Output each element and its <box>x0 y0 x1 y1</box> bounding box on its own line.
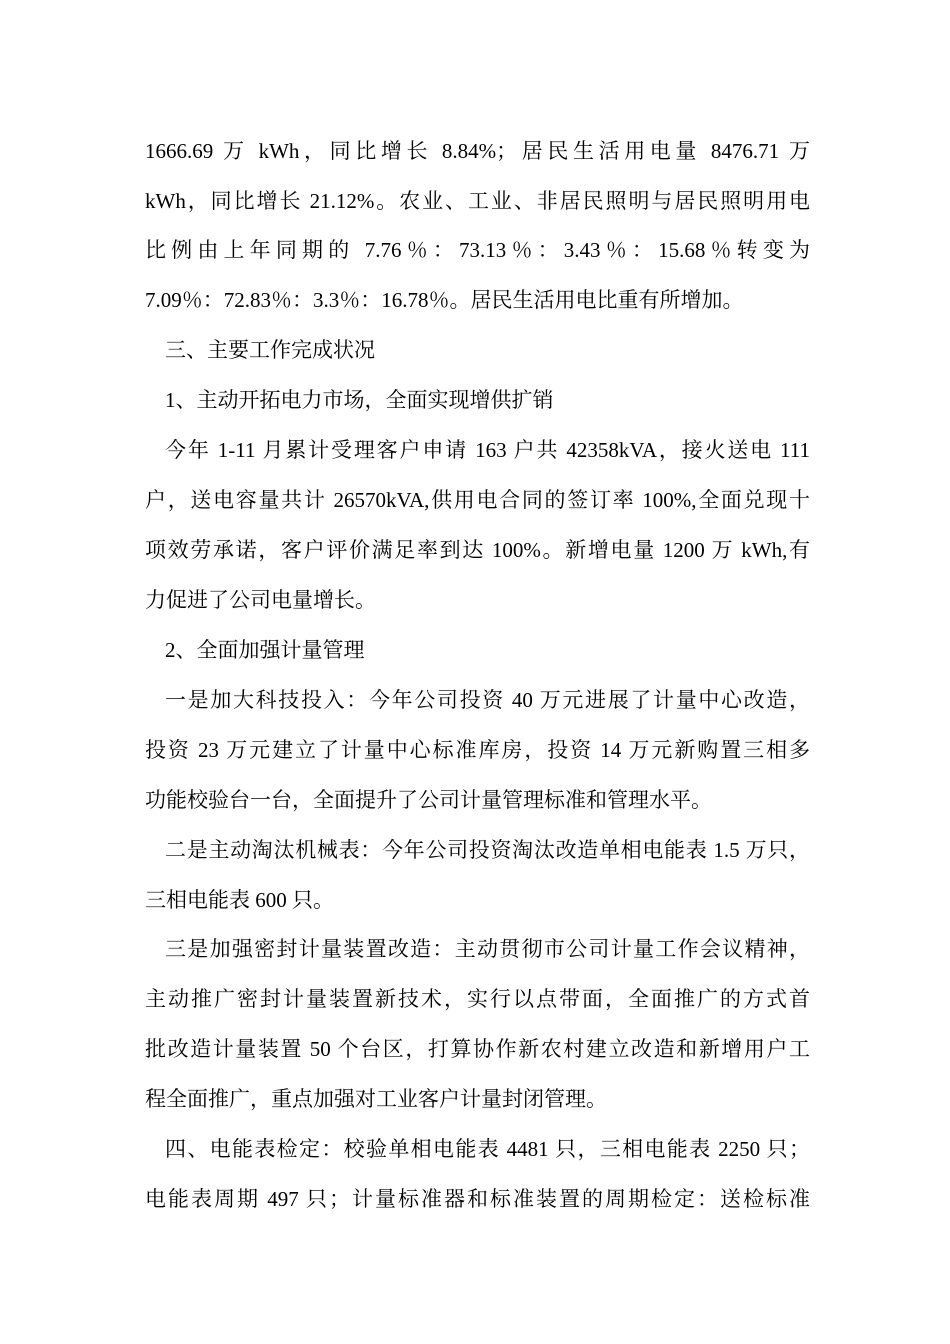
text-line: 三相电能表 600 只。 <box>145 888 334 912</box>
text-line: 7.09％：72.83％：3.3％：16.78％。居民生活用电比重有所增加。 <box>145 288 744 312</box>
subsection-heading: 2、全面加强计量管理 <box>165 638 365 662</box>
text-line: 户，送电容量共计 26570kVA,供用电合同的签订率 100%,全面兑现十 <box>145 488 810 512</box>
text-line: 批改造计量装置 50 个台区，打算协作新农村建立改造和新增用户工 <box>145 1037 810 1061</box>
text-line: 电能表周期 497 只；计量标准器和标准装置的周期检定：送检标准 <box>145 1187 810 1211</box>
text-line: 力促进了公司电量增长。 <box>145 588 376 612</box>
text-line: 主动推广密封计量装置新技术，实行以点带面，全面推广的方式首 <box>145 987 810 1011</box>
text-line: kWh，同比增长 21.12%。农业、工业、非居民照明与居民照明用电 <box>145 189 810 213</box>
text-line: 比例由上年同期的 7.76％：73.13％：3.43％：15.68％转变为 <box>145 238 810 262</box>
text-line: 功能校验台一台，全面提升了公司计量管理标准和管理水平。 <box>145 788 712 812</box>
text-line: 1666.69 万 kWh，同比增长 8.84%；居民生活用电量 8476.71 万 <box>145 139 810 163</box>
subsection-heading: 1、主动开拓电力市场，全面实现增供扩销 <box>165 388 554 412</box>
text-line: 二是主动淘汰机械表：今年公司投资淘汰改造单相电能表 1.5 万只， <box>165 838 810 862</box>
text-line: 四、电能表检定：校验单相电能表 4481 只，三相电能表 2250 只； <box>165 1137 810 1161</box>
text-line: 程全面推广，重点加强对工业客户计量封闭管理。 <box>145 1087 607 1111</box>
text-line: 投资 23 万元建立了计量中心标准库房，投资 14 万元新购置三相多 <box>145 738 810 762</box>
text-line: 项效劳承诺，客户评价满足率到达 100%。新增电量 1200 万 kWh,有 <box>145 538 810 562</box>
text-line: 一是加大科技投入：今年公司投资 40 万元进展了计量中心改造， <box>165 688 810 712</box>
text-line: 今年 1-11 月累计受理客户申请 163 户共 42358kVA，接火送电 111 <box>165 438 810 462</box>
text-line: 三是加强密封计量装置改造：主动贯彻市公司计量工作会议精神， <box>165 937 810 961</box>
section-heading: 三、主要工作完成状况 <box>165 338 375 362</box>
